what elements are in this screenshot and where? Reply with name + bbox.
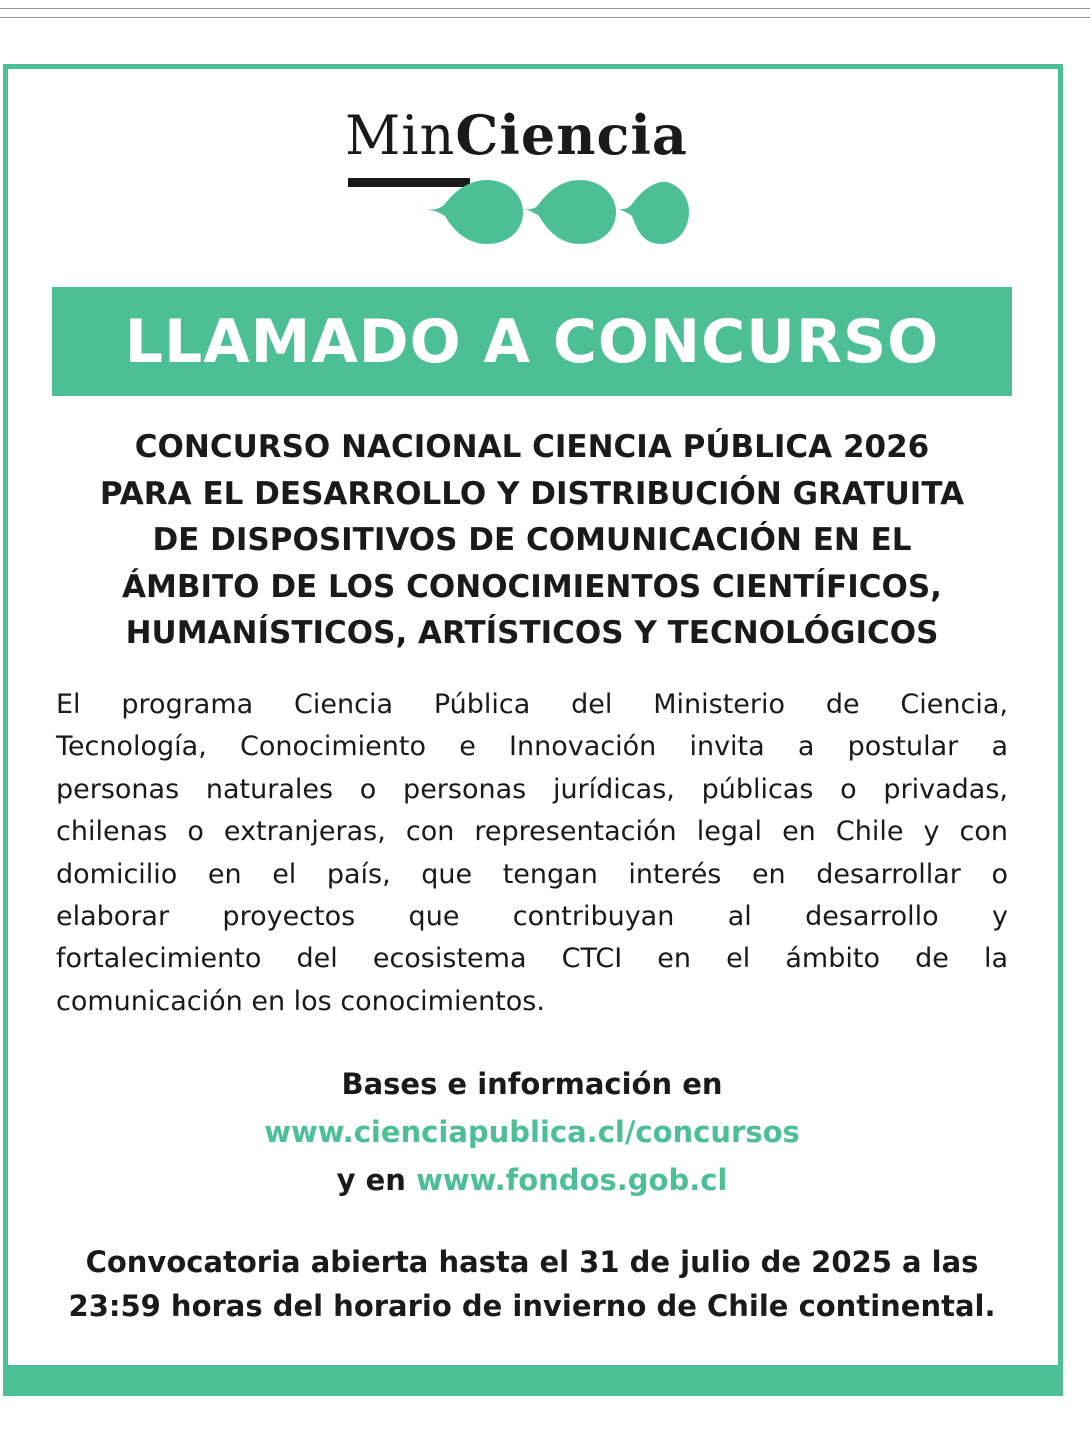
fondos-link[interactable]: www.fondos.gob.cl [416,1163,728,1197]
info-section [52,1060,1012,1204]
contest-title [52,424,1012,657]
logo-text-ciencia: Ciencia [455,103,688,167]
paragraph-line: fortalecimiento del ecosistema CTCI en el ámbito de la [56,943,1008,975]
description-paragraph [56,684,1008,1023]
deadline-line-1: Convocatoria abierta hasta el 31 de julio de 2025 a las [85,1245,979,1279]
cienciapublica-link[interactable]: www.cienciapublica.cl/concursos [264,1115,800,1149]
logo-text-min: Min [345,104,456,167]
paragraph-line: personas naturales o personas jurídicas, públicas o privadas, [56,773,1008,805]
deadline-notice [52,1240,1012,1328]
logo-leaves-icon [415,172,690,250]
minciencia-logo [340,104,730,254]
deadline-line-2: 23:59 horas del horario de invierno de Chile continental. [68,1289,996,1323]
paragraph-line: elaborar proyectos que contribuyan al desarrollo y [56,900,1008,932]
top-rule-1 [0,8,1090,9]
top-rule-2 [0,17,1090,18]
title-line: HUMANÍSTICOS, ARTÍSTICOS Y TECNOLÓGICOS [125,615,939,651]
paragraph-line: El programa Ciencia Pública del Ministerio de Ciencia, [56,689,1008,720]
paragraph-line: Tecnología, Conocimiento e Innovación invita a postular a [56,731,1008,763]
paragraph-line: chilenas o extranjeras, con representación legal en Chile y con [56,816,1008,848]
banner-title: LLAMADO A CONCURSO [124,306,940,377]
logo-wordmark [345,103,688,167]
title-line: PARA EL DESARROLLO Y DISTRIBUCIÓN GRATUITA [99,475,965,512]
call-banner [52,287,1012,396]
title-line: DE DISPOSITIVOS DE COMUNICACIÓN EN EL [152,522,912,558]
paragraph-line: comunicación en los conocimientos. [56,985,545,1017]
title-line: ÁMBITO DE LOS CONOCIMIENTOS CIENTÍFICOS, [122,568,942,605]
info-second-link-line [52,1156,1012,1204]
title-line: CONCURSO NACIONAL CIENCIA PÚBLICA 2026 [134,429,930,465]
info-heading: Bases e información en [341,1067,723,1101]
info-connector: y en [336,1163,406,1197]
paragraph-line: domicilio en el país, que tengan interés en desarrollar o [56,858,1008,890]
